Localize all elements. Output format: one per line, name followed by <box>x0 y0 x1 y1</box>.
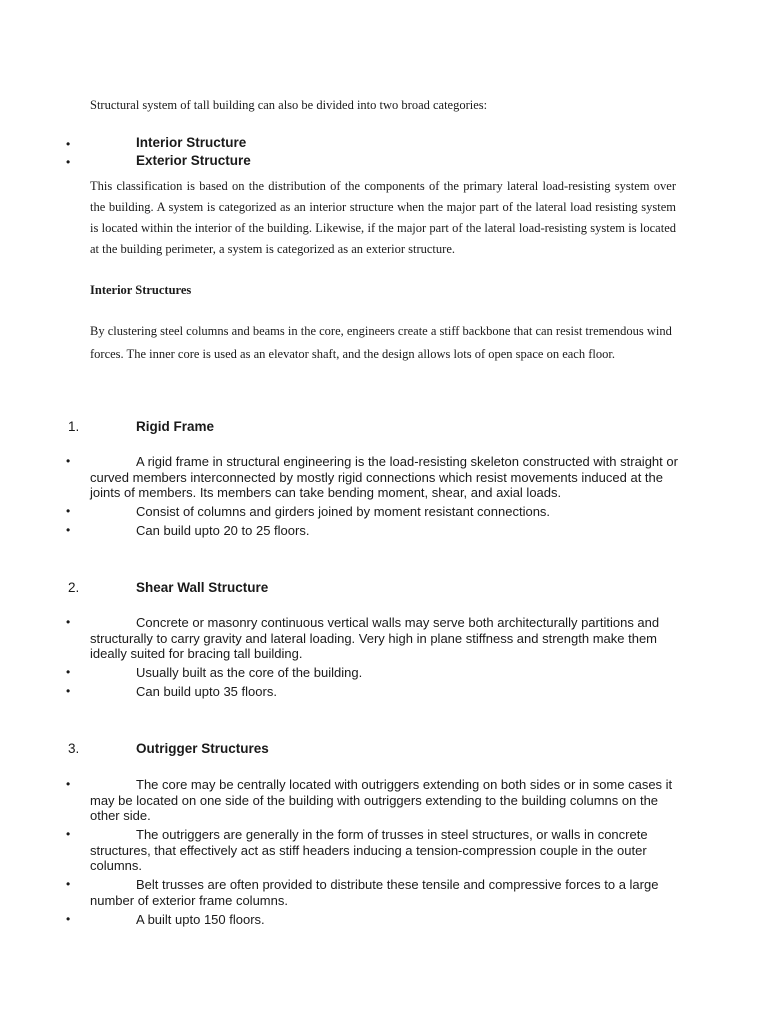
list-item-text: Can build upto 20 to 25 floors. <box>136 523 310 538</box>
list-item-text: The outriggers are generally in the form of trusses in steel structures, or walls in concrete structures, that effectively act as stiff headers inducing a tension-compression couple in the outer columns. <box>90 827 648 873</box>
category-label: Exterior Structure <box>136 153 251 168</box>
bullet-icon: • <box>66 912 71 926</box>
section-number: 3. <box>68 741 80 756</box>
list-item-text: Can build upto 35 floors. <box>136 684 277 699</box>
bullet-icon: • <box>66 523 71 537</box>
bullet-icon: • <box>66 877 71 891</box>
bullet-icon: • <box>66 777 71 791</box>
interior-structures-heading: Interior Structures <box>90 283 192 297</box>
bullet-icon: • <box>66 137 71 151</box>
list-item-text: Consist of columns and girders joined by moment resistant connections. <box>136 504 551 519</box>
list-item-text: Concrete or masonry continuous vertical walls may serve both architecturally partitions and structurally to carry gravity and lateral loading. Very high in plane stiffness and strength make them ideally suited for bracing tall building. <box>90 615 660 661</box>
bullet-icon: • <box>66 504 71 518</box>
section-title: Outrigger Structures <box>136 741 269 756</box>
list-item-text: Belt trusses are often provided to distribute these tensile and compressive forces to a large number of exterior frame columns. <box>90 877 659 908</box>
list-item-text: A rigid frame in structural engineering is the load-resisting skeleton constructed with straight or curved members interconnected by mostly rigid connections which resist movements induced at the joints of members. Its members can take bending moment, shear, and axial loads. <box>90 454 678 500</box>
bullet-icon: • <box>66 684 71 698</box>
intro-text: Structural system of tall building can also be divided into two broad categories: <box>90 98 488 112</box>
list-item-text: The core may be centrally located with outriggers extending on both sides or in some cases it may be located on one side of the building with outriggers extending to the building columns on the other side. <box>90 777 673 823</box>
section-number: 1. <box>68 419 80 434</box>
interior-structures-paragraph: By clustering steel columns and beams in the core, engineers create a stiff backbone that can resist tremendous wind forces. The inner core is used as an elevator shaft, and the design allows lots of open space on each floor. <box>90 324 672 361</box>
bullet-icon: • <box>66 454 71 468</box>
classification-paragraph: This classification is based on the distribution of the components of the primary lateral load-resisting system over the building. A system is categorized as an interior structure when the major part of the lateral load resisting system is located within the interior of the building. Likewise, if the major part of the lateral load-resisting system is located at the building perimeter, a system is categorized as an exterior structure. <box>90 179 676 256</box>
bullet-icon: • <box>66 155 71 169</box>
bullet-icon: • <box>66 665 71 679</box>
category-label: Interior Structure <box>136 135 247 150</box>
list-item-text: A built upto 150 floors. <box>136 912 265 927</box>
bullet-icon: • <box>66 615 71 629</box>
section-title: Rigid Frame <box>136 419 215 434</box>
list-item-text: Usually built as the core of the building. <box>136 665 363 680</box>
section-title: Shear Wall Structure <box>136 580 269 595</box>
bullet-icon: • <box>66 827 71 841</box>
section-number: 2. <box>68 580 80 595</box>
